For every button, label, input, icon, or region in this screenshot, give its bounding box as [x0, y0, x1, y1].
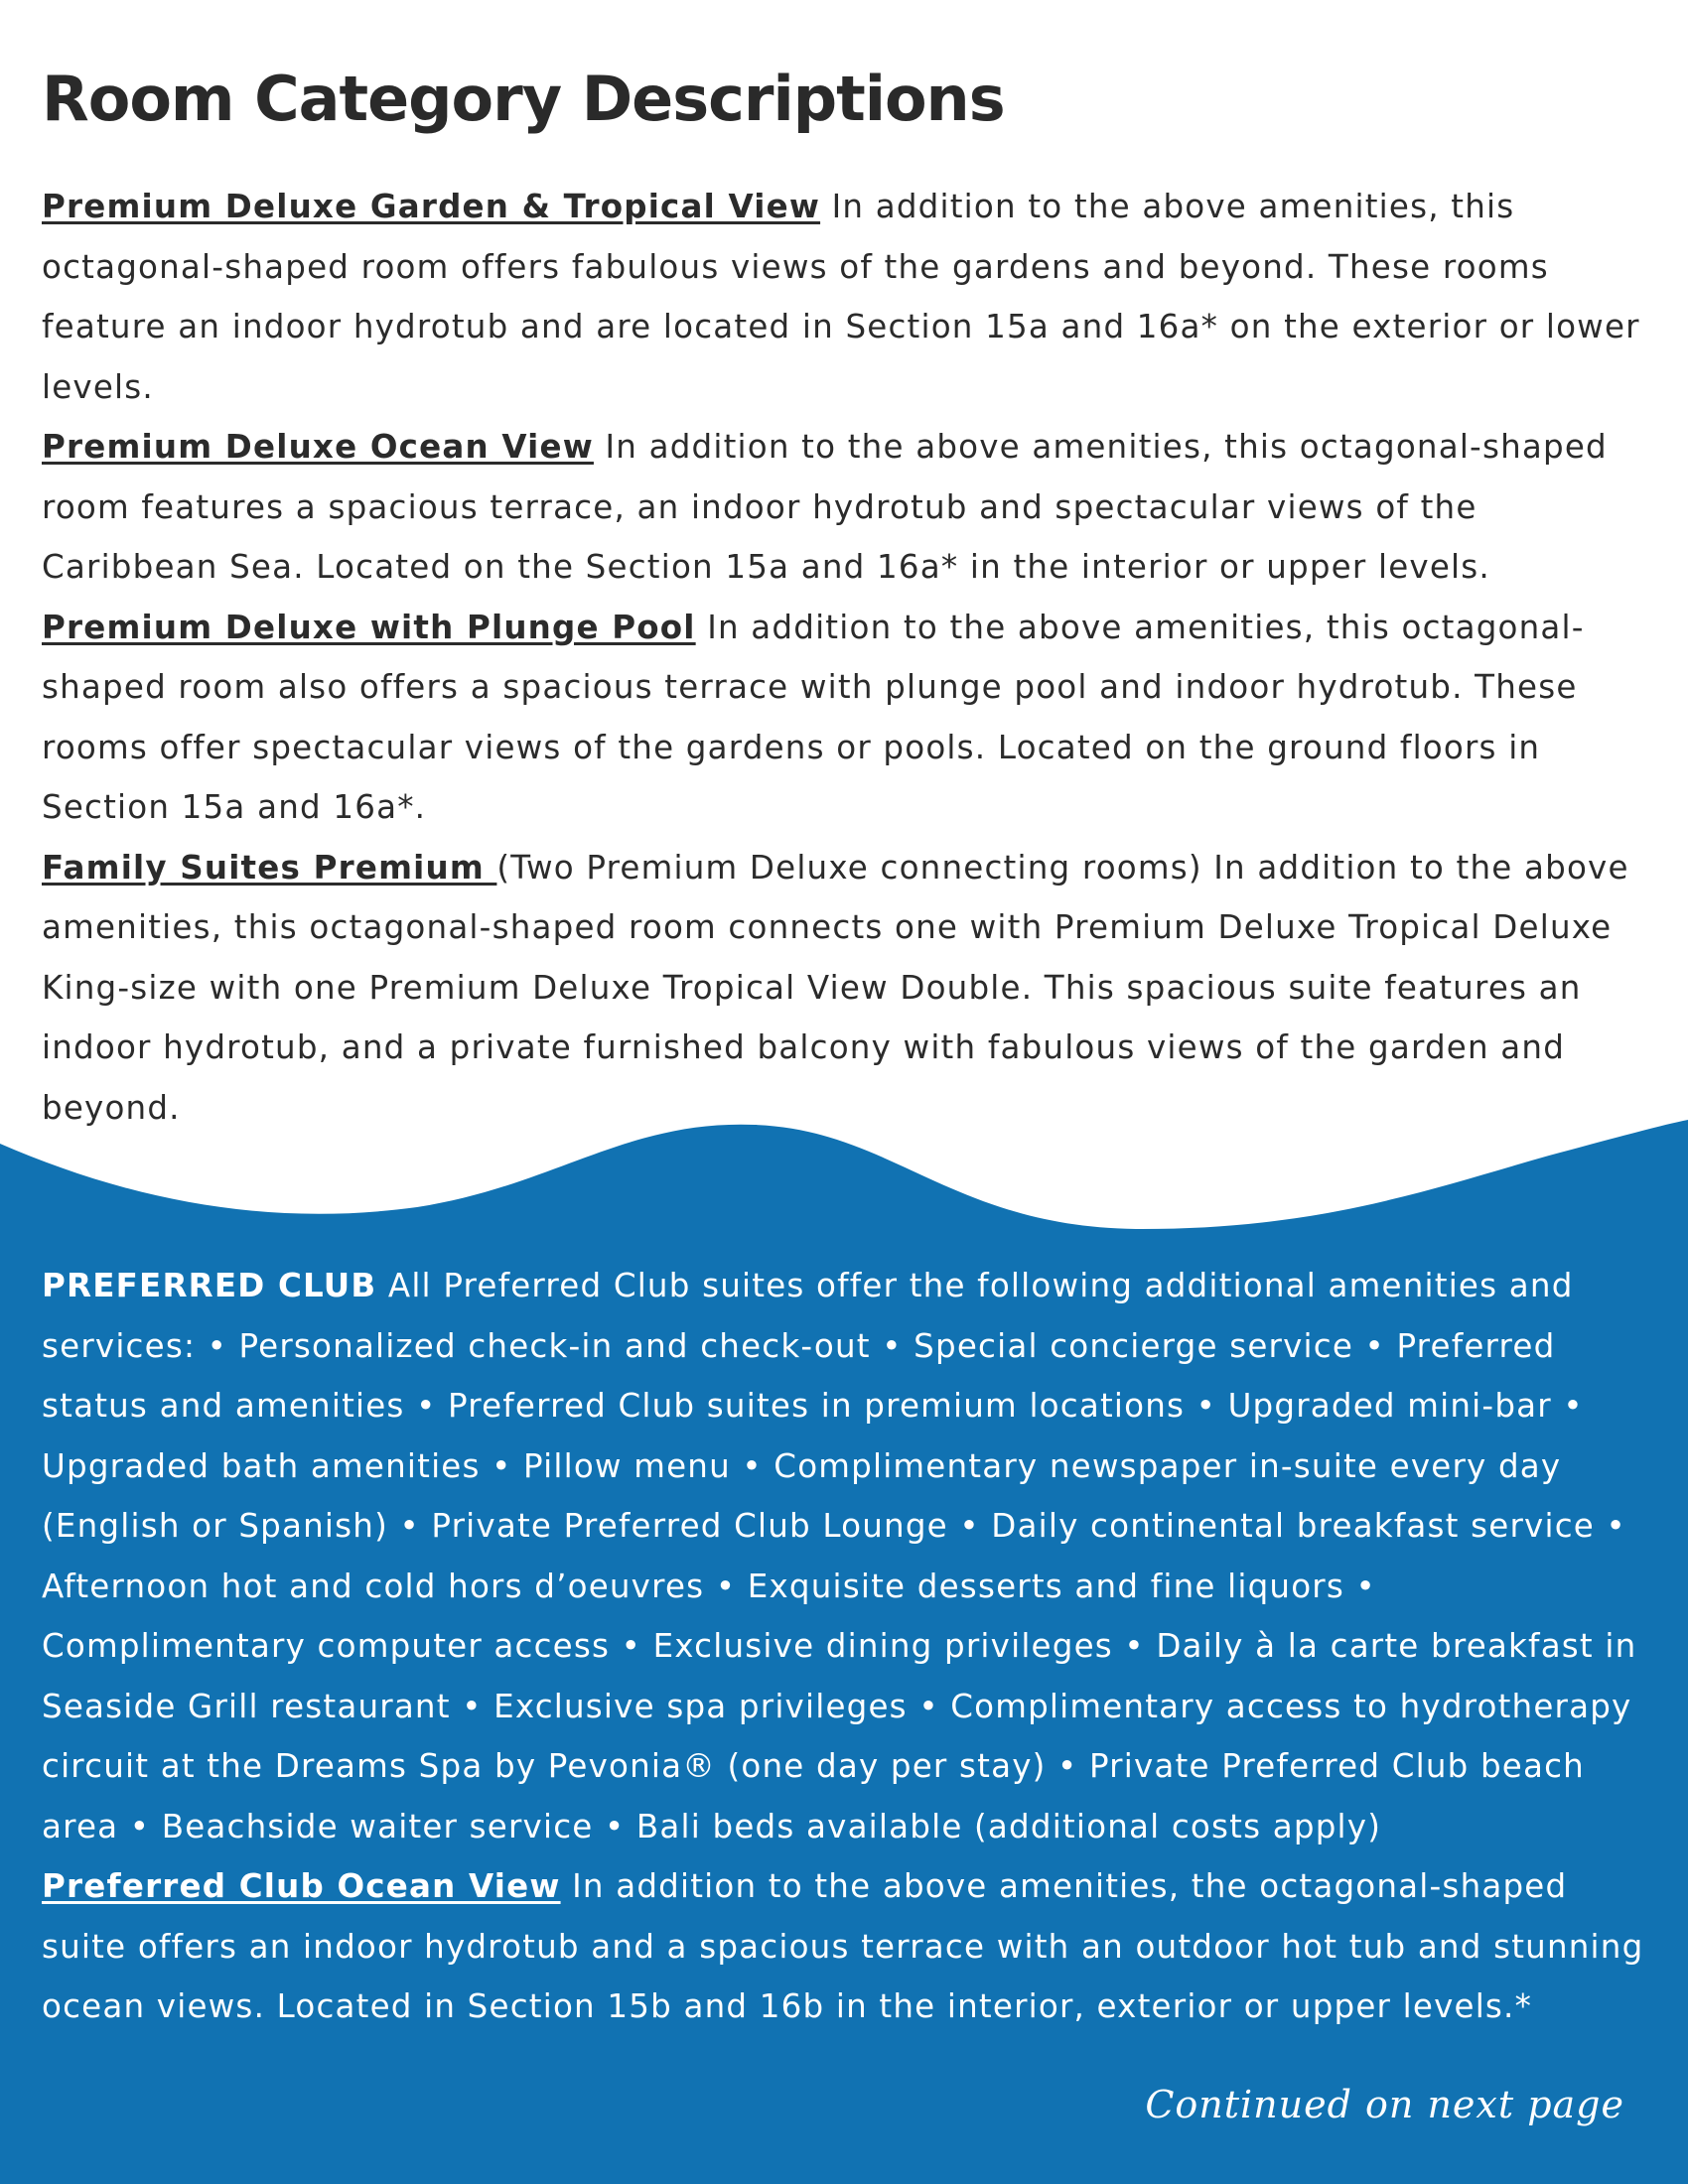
club-room-entry [42, 1856, 1650, 2037]
preferred-club-section [42, 1256, 1650, 2037]
club-room-description: In addition to the above amenities, the octagonal-shaped suite offers an indoor hydrotub and a spacious terrace with an outdoor hot tub and stunning ocean views. Located in Section 15b and 16b in the interior, exterior or upper levels.* [42, 1867, 1644, 2025]
room-description: In addition to the above amenities, this octagonal-shaped room features a spacious terrace, an indoor hydrotub and spectacular views of the Caribbean Sea. Located on the Section 15a and 16a* in the interior or upper levels. [42, 428, 1608, 586]
room-entry [42, 417, 1650, 598]
preferred-club-label: PREFERRED CLUB [42, 1267, 377, 1304]
room-title: Family Suites Premium [42, 848, 497, 887]
preferred-club-entry [42, 1256, 1650, 1856]
room-entry [42, 177, 1650, 417]
club-room-title: Preferred Club Ocean View [42, 1867, 561, 1905]
continued-note: Continued on next page [1145, 2083, 1624, 2126]
room-entry [42, 598, 1650, 838]
room-title: Premium Deluxe Ocean View [42, 428, 594, 466]
room-description: (Two Premium Deluxe connecting rooms) In addition to the above amenities, this octagonal-shaped room connects one with Premium Deluxe Tropical Deluxe King-size with one Premium Deluxe Tropical View Double. This spacious suite features an indoor hydrotub, and a private furnished balcony with fabulous views of the garden and beyond. [42, 848, 1629, 1127]
preferred-club-amenities: All Preferred Club suites offer the following additional amenities and services: • Personalized check-in and check-out • Special concierge service • Preferred status and amenities • Preferred Club suites in premium locations • Upgraded mini-bar • Upgraded bath amenities • Pillow menu • Complimentary newspaper in-suite every day (English or Spanish) • Private Preferred Club Lounge • Daily continental breakfast service • Afternoon hot and cold hors d’oeuvres • Exquisite desserts and fine liquors • Complimentary computer access • Exclusive dining privileges • Daily à la carte breakfast in Seaside Grill restaurant • Exclusive spa privileges • Complimentary access to hydrotherapy circuit at the Dreams Spa by Pevonia® (one day per stay) • Private Preferred Club beach area • Beachside waiter service • Bali beds available (additional costs apply) [42, 1267, 1637, 1845]
room-title: Premium Deluxe Garden & Tropical View [42, 188, 821, 225]
room-description: In addition to the above amenities, this octagonal-shaped room offers fabulous views of the gardens and beyond. These rooms feature an indoor hydrotub and are located in Section 15a and 16a* on the exterior or lower levels. [42, 188, 1640, 406]
page-title: Room Category Descriptions [42, 63, 1005, 135]
room-entry [42, 838, 1650, 1139]
room-title: Premium Deluxe with Plunge Pool [42, 608, 696, 646]
room-descriptions [42, 177, 1650, 1138]
room-description: In addition to the above amenities, this octagonal-shaped room also offers a spacious terrace with plunge pool and indoor hydrotub. These rooms offer spectacular views of the gardens or pools. Located on the ground floors in Section 15a and 16a*. [42, 608, 1585, 826]
